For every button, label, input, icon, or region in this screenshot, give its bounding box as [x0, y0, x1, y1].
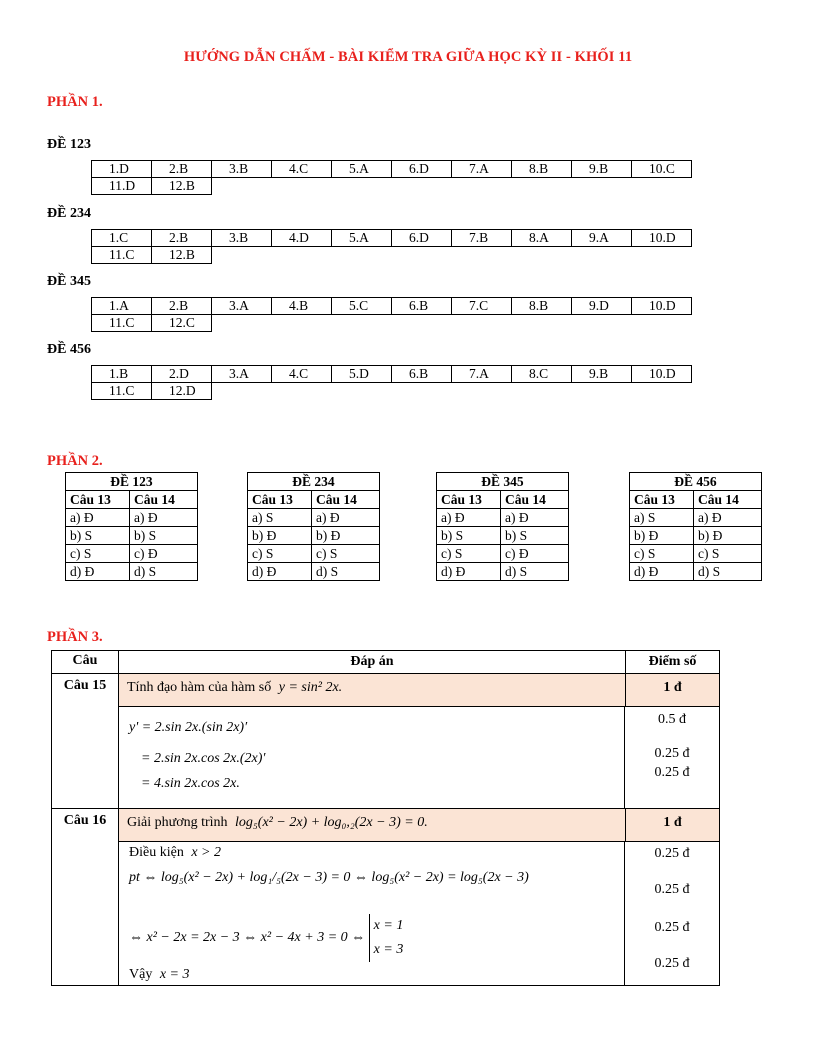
part3-heading: PHẦN 3.: [47, 629, 103, 645]
answer-cell: 11.C: [92, 315, 152, 332]
test-label: ĐỀ 234: [47, 206, 91, 221]
q16-step-3-text: ⇔ x² − 2x = 2x − 3 ⇔ x² − 4x + 3 = 0 ⇔: [129, 930, 366, 946]
col-header-score: Điểm số: [626, 651, 720, 674]
answer-cell: 6.B: [392, 298, 452, 315]
part2-table-title: ĐỀ 345: [437, 473, 569, 491]
answer-cell: 12.C: [152, 315, 212, 332]
q15-points-2: 0.25 đ: [654, 746, 690, 761]
answer-cell: 11.C: [92, 247, 152, 264]
part2-cell: c) S: [694, 545, 762, 563]
question-16-solution: [119, 842, 720, 986]
col-header-q14: Câu 14: [130, 491, 198, 509]
part2-cell: a) Đ: [501, 509, 569, 527]
col-header-q14: Câu 14: [501, 491, 569, 509]
answer-cell: 8.A: [512, 230, 572, 247]
q16-points-4: 0.25 đ: [654, 956, 690, 971]
part2-table-title: ĐỀ 234: [248, 473, 380, 491]
col-header-q14: Câu 14: [312, 491, 380, 509]
answer-cell: 3.B: [212, 161, 272, 178]
q16-conclusion-text: Vậy: [129, 967, 153, 982]
part2-cell: b) Đ: [630, 527, 694, 545]
part2-cell: b) S: [437, 527, 501, 545]
answer-cell: 4.D: [272, 230, 332, 247]
answer-cell: 3.B: [212, 230, 272, 247]
part2-table: [629, 472, 762, 581]
answer-cell: 8.B: [512, 161, 572, 178]
part2-cell: c) S: [66, 545, 130, 563]
answer-cell: 1.B: [92, 366, 152, 383]
part2-cell: d) Đ: [630, 563, 694, 581]
answer-cell: 9.D: [572, 298, 632, 315]
question-15-prompt-text: Tính đạo hàm của hàm số: [127, 680, 272, 695]
q16-solution-1: x = 1: [373, 918, 404, 933]
q16-divider: [624, 842, 625, 985]
answer-cell: 2.D: [152, 366, 212, 383]
q16-points-1: 0.25 đ: [654, 846, 690, 861]
answer-cell: 6.B: [392, 366, 452, 383]
answer-cell: 9.B: [572, 161, 632, 178]
part2-cell: c) Đ: [130, 545, 198, 563]
test-label: ĐỀ 123: [47, 137, 91, 152]
col-header-q13: Câu 13: [630, 491, 694, 509]
q15-step-1: y' = 2.sin 2x.(sin 2x)′: [129, 720, 248, 735]
question-16-prompt: [119, 809, 626, 842]
part2-cell: c) S: [312, 545, 380, 563]
col-header-q13: Câu 13: [66, 491, 130, 509]
part2-cell: a) S: [630, 509, 694, 527]
answer-cell: 12.B: [152, 247, 212, 264]
q16-solution-2: x = 3: [373, 942, 404, 957]
part2-cell: d) S: [130, 563, 198, 581]
answer-cell: 7.A: [452, 366, 512, 383]
q15-points-3: 0.25 đ: [654, 765, 690, 780]
question-15-formula: y = sin² 2x.: [278, 680, 343, 695]
q15-step-3: = 4.sin 2x.cos 2x.: [141, 776, 240, 791]
question-16-prompt-text: Giải phương trình: [127, 815, 228, 830]
page-title: HƯỚNG DẪN CHẤM - BÀI KIỂM TRA GIỮA HỌC KỲ II - KHỐI 11: [183, 49, 633, 65]
part2-heading: PHẦN 2.: [47, 453, 103, 469]
part2-table: [247, 472, 380, 581]
question-15-total: 1 đ: [626, 674, 720, 707]
col-header-q14: Câu 14: [694, 491, 762, 509]
part2-table-title: ĐỀ 123: [66, 473, 198, 491]
answer-cell: 11.D: [92, 178, 152, 195]
q15-points-1: 0.5 đ: [658, 712, 686, 727]
answer-cell: 12.B: [152, 178, 212, 195]
q16-condition: [129, 845, 221, 861]
part2-cell: a) Đ: [66, 509, 130, 527]
answer-cell: 11.C: [92, 383, 152, 400]
answer-grid: [91, 365, 692, 400]
part2-cell: a) Đ: [437, 509, 501, 527]
answer-cell: 2.B: [152, 298, 212, 315]
question-16-formula: log₅(x² − 2x) + log₀,₂(2x − 3) = 0.: [235, 815, 428, 830]
answer-grid: [91, 160, 692, 195]
col-header-q13: Câu 13: [248, 491, 312, 509]
answer-grid: [91, 297, 692, 332]
part2-cell: b) Đ: [312, 527, 380, 545]
answer-cell: 9.B: [572, 366, 632, 383]
question-15-label: Câu 15: [52, 674, 119, 809]
answer-cell: 10.D: [632, 298, 692, 315]
question-16-total: 1 đ: [626, 809, 720, 842]
answer-cell: 4.C: [272, 161, 332, 178]
answer-cell: 1.D: [92, 161, 152, 178]
part2-cell: b) Đ: [248, 527, 312, 545]
q15-divider: [624, 707, 625, 808]
q15-step-2: = 2.sin 2x.cos 2x.(2x)′: [141, 751, 266, 766]
part2-cell: d) S: [312, 563, 380, 581]
part2-table-title: ĐỀ 456: [630, 473, 762, 491]
question-15-solution: [119, 707, 720, 809]
q16-condition-formula: x > 2: [191, 845, 221, 860]
q16-points-3: 0.25 đ: [654, 920, 690, 935]
answer-cell: 10.D: [632, 366, 692, 383]
part2-cell: c) S: [630, 545, 694, 563]
q16-condition-text: Điều kiện: [129, 845, 184, 860]
part2-cell: a) Đ: [312, 509, 380, 527]
part2-table: [436, 472, 569, 581]
answer-cell: 6.D: [392, 161, 452, 178]
part1-heading: PHẦN 1.: [47, 94, 103, 110]
col-header-answer: Đáp án: [119, 651, 626, 674]
part2-cell: a) S: [248, 509, 312, 527]
part2-table: [65, 472, 198, 581]
test-label: ĐỀ 456: [47, 342, 91, 357]
q16-solution-brace: [369, 914, 404, 962]
question-16-label: Câu 16: [52, 809, 119, 986]
part2-cell: d) S: [694, 563, 762, 581]
q16-step-2: pt ⇔ log₅(x² − 2x) + log₁/₅(2x − 3) = 0 ⇔ log₅(x² − 2x) = log₅(2x − 3): [129, 870, 529, 885]
part2-cell: a) Đ: [130, 509, 198, 527]
answer-cell: 12.D: [152, 383, 212, 400]
part3-table: [51, 650, 720, 986]
q16-points-2: 0.25 đ: [654, 882, 690, 897]
part2-cell: d) Đ: [66, 563, 130, 581]
part2-cell: d) Đ: [248, 563, 312, 581]
q16-step-3: [129, 914, 403, 962]
part2-cell: c) Đ: [501, 545, 569, 563]
answer-cell: 5.C: [332, 298, 392, 315]
q16-conclusion: [129, 967, 190, 983]
part2-cell: a) Đ: [694, 509, 762, 527]
col-header-question: Câu: [52, 651, 119, 674]
part2-cell: d) Đ: [437, 563, 501, 581]
answer-cell: 8.B: [512, 298, 572, 315]
answer-cell: 2.B: [152, 230, 212, 247]
answer-cell: 10.D: [632, 230, 692, 247]
question-15-prompt: [119, 674, 626, 707]
answer-cell: 5.D: [332, 366, 392, 383]
answer-cell: 1.A: [92, 298, 152, 315]
answer-cell: 10.C: [632, 161, 692, 178]
answer-cell: 8.C: [512, 366, 572, 383]
part2-cell: d) S: [501, 563, 569, 581]
q16-conclusion-formula: x = 3: [159, 967, 190, 982]
answer-cell: 7.A: [452, 161, 512, 178]
answer-cell: 5.A: [332, 230, 392, 247]
answer-cell: 5.A: [332, 161, 392, 178]
part2-cell: b) Đ: [694, 527, 762, 545]
part2-cell: b) S: [501, 527, 569, 545]
answer-cell: 3.A: [212, 298, 272, 315]
test-label: ĐỀ 345: [47, 274, 91, 289]
part2-cell: b) S: [130, 527, 198, 545]
part2-cell: c) S: [248, 545, 312, 563]
part2-cell: c) S: [437, 545, 501, 563]
answer-cell: 7.B: [452, 230, 512, 247]
part2-cell: b) S: [66, 527, 130, 545]
answer-cell: 2.B: [152, 161, 212, 178]
answer-cell: 4.B: [272, 298, 332, 315]
answer-grid: [91, 229, 692, 264]
answer-cell: 7.C: [452, 298, 512, 315]
col-header-q13: Câu 13: [437, 491, 501, 509]
answer-cell: 6.D: [392, 230, 452, 247]
answer-cell: 4.C: [272, 366, 332, 383]
answer-cell: 1.C: [92, 230, 152, 247]
answer-cell: 3.A: [212, 366, 272, 383]
answer-cell: 9.A: [572, 230, 632, 247]
